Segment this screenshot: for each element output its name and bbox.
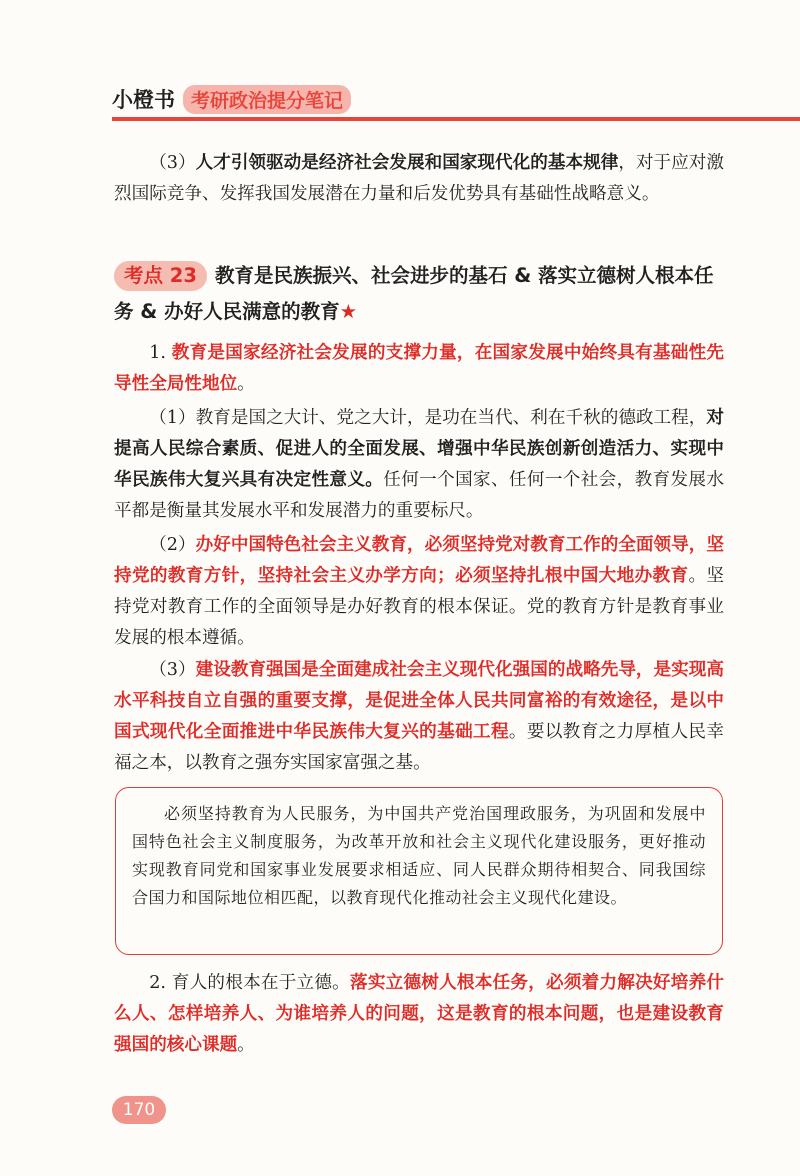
paragraph-number: （2） — [149, 535, 196, 555]
paragraph-text: 。要以教育之力厚植人民幸福之本，以教育之强夯实国家富强之基。 — [114, 722, 724, 773]
boxed-note: 必须坚持教育为人民服务，为中国共产党治国理政服务，为巩固和发展中国特色社会主义制度服务，为改革开放和社会主义现代化建设服务，更好推动实现教育同党和国家事业发展要求相适应、同人民群众期待相契合、同我国综合国力和国际地位相匹配，以教育现代化推动社会主义现代化建设。 — [115, 787, 723, 955]
running-header — [112, 84, 351, 114]
red-statement: 办好中国特色社会主义教育，必须坚持党对教育工作的全面领导，坚持党的教育方针，坚持社会主义办学方向；必须坚持扎根中国大地办教育 — [114, 535, 724, 586]
red-statement: 教育是国家经济社会发展的支撑力量，在国家发展中始终具有基础性先导性全局性地位 — [114, 343, 724, 394]
paragraph-text: 任何一个国家、任何一个社会，教育发展水平都是衡量其发展水平和发展潜力的重要标尺。 — [114, 470, 724, 521]
red-statement: 建设教育强国是全面建成社会主义现代化强国的战略先导，是实现高水平科技自立自强的重要支撑，是促进全体人民共同富裕的有效途径，是以中国式现代化全面推进中华民族伟大复兴的基础工程 — [114, 660, 724, 742]
paragraph-talent — [114, 148, 724, 210]
paragraph-1-2 — [114, 530, 724, 654]
paragraph-number: （3） — [149, 660, 196, 680]
page-number: 170 — [112, 1096, 166, 1124]
paragraph-number: （3） — [149, 153, 196, 173]
bold-statement: 对提高人民综合素质、促进人的全面发展、增强中华民族创新创造活力、实现中华民族伟大复兴具有决定性意义。 — [114, 408, 724, 490]
bold-statement: 人才引领驱动是经济社会发展和国家现代化的基本规律 — [195, 153, 619, 173]
kaodian-title: 教育是民族振兴、社会进步的基石 & 落实立德树人根本任务 & 办好人民满意的教育 — [114, 264, 714, 323]
paragraph-text: ，对于应对激烈国际竞争、发挥我国发展潜在力量和后发优势具有基础性战略意义。 — [114, 153, 724, 204]
kaodian-badge: 考点 23 — [114, 261, 207, 291]
red-statement: 落实立德树人根本任务，必须着力解决好培养什么人、怎样培养人、为谁培养人的问题，这是教育的根本问题，也是建设教育强国的核心课题 — [114, 973, 724, 1055]
kaodian-heading — [114, 258, 724, 330]
section-1-heading — [114, 338, 724, 400]
period: 。 — [237, 374, 255, 394]
star-icon: ★ — [339, 300, 358, 323]
series-title: 考研政治提分笔记 — [183, 85, 351, 114]
section-number: 1. — [149, 343, 172, 363]
brand-title: 小橙书 — [112, 88, 175, 112]
paragraph-text: 2. 育人的根本在于立德。 — [149, 973, 350, 993]
header-rule — [112, 117, 800, 121]
paragraph-1-1 — [114, 403, 724, 527]
section-2 — [114, 968, 724, 1061]
paragraph-text: （1）教育是国之大计、党之大计，是功在当代、利在千秋的德政工程， — [149, 408, 707, 428]
paragraph-text: 。坚持党对教育工作的全面领导是办好教育的根本保证。党的教育方针是教育事业发展的根本遵循。 — [114, 566, 724, 648]
period: 。 — [237, 1035, 255, 1055]
paragraph-1-3 — [114, 655, 724, 779]
